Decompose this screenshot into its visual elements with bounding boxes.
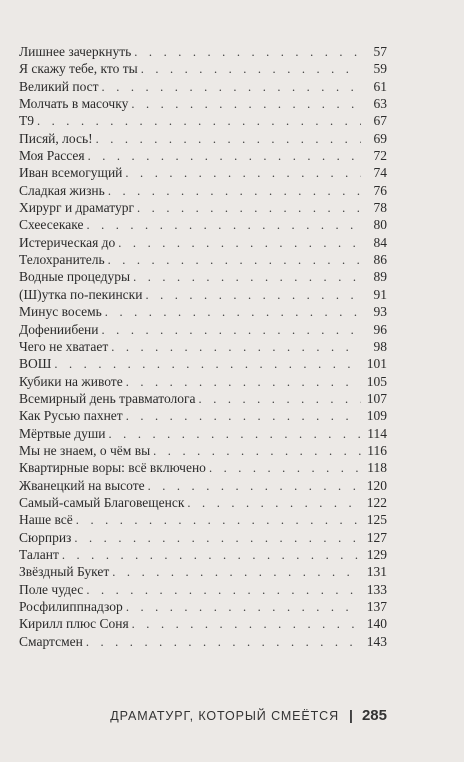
- toc-entry: [19, 43, 387, 60]
- toc-dot-leader: [131, 96, 361, 113]
- toc-entry-page: 107: [366, 390, 387, 406]
- toc-entry: [19, 633, 387, 650]
- toc-entry-page: 76: [373, 182, 387, 198]
- toc-entry-title: Т9: [19, 113, 34, 129]
- toc-entry-page: 93: [373, 304, 387, 320]
- toc-entry: [19, 182, 387, 199]
- toc-entry-page: 125: [366, 512, 387, 528]
- toc-entry: [19, 234, 387, 251]
- toc-entry: [19, 581, 387, 598]
- toc-entry-page: 114: [367, 425, 387, 441]
- toc-dot-leader: [102, 79, 361, 96]
- toc-entry: [19, 199, 387, 216]
- page-footer: [0, 707, 387, 724]
- toc-entry: [19, 251, 387, 268]
- toc-entry-title: Дофениибени: [19, 321, 99, 337]
- toc-dot-leader: [126, 374, 361, 391]
- toc-entry: [19, 164, 387, 181]
- toc-entry-title: Жванецкий на высоте: [19, 477, 145, 493]
- toc-entry-page: 131: [366, 564, 387, 580]
- table-of-contents: [19, 43, 387, 650]
- toc-dot-leader: [148, 478, 361, 495]
- toc-dot-leader: [209, 460, 361, 477]
- toc-entry-page: 133: [366, 581, 387, 597]
- toc-entry-page: 137: [366, 599, 387, 614]
- toc-entry-page: 122: [366, 494, 387, 510]
- toc-dot-leader: [132, 616, 361, 633]
- running-title: ДРАМАТУРГ, КОТОРЫЙ СМЕЁТСЯ: [110, 709, 340, 723]
- toc-dot-leader: [126, 599, 361, 616]
- toc-entry-title: Я скажу тебе, кто ты: [19, 61, 138, 77]
- toc-entry-title: Талант: [19, 546, 59, 562]
- toc-dot-leader: [54, 356, 361, 373]
- toc-entry: [19, 216, 387, 233]
- toc-entry-title: Моя Рассея: [19, 148, 85, 164]
- toc-entry: [19, 338, 387, 355]
- toc-entry-page: 143: [366, 633, 387, 649]
- toc-entry-page: 105: [366, 373, 387, 389]
- toc-entry-title: ВОШ: [19, 356, 52, 372]
- toc-entry-page: 61: [373, 78, 387, 94]
- toc-dot-leader: [145, 287, 361, 304]
- toc-entry-page: 98: [373, 338, 387, 354]
- toc-entry-title: Схеесекаке: [19, 217, 84, 233]
- toc-entry-title: Наше всё: [19, 512, 73, 528]
- toc-entry-title: Истерическая до: [19, 234, 116, 250]
- toc-entry: [19, 112, 387, 129]
- toc-dot-leader: [86, 217, 361, 234]
- toc-entry-title: Кирилл плюс Соня: [19, 616, 129, 632]
- toc-entry: [19, 407, 387, 424]
- toc-entry-title: (Ш)утка по-пекински: [19, 286, 143, 302]
- toc-entry-page: 109: [366, 408, 387, 424]
- toc-dot-leader: [153, 443, 361, 460]
- toc-dot-leader: [62, 547, 361, 564]
- toc-dot-leader: [109, 426, 361, 443]
- toc-entry-page: 91: [373, 286, 387, 302]
- toc-entry-page: 78: [373, 200, 387, 216]
- toc-entry: [19, 303, 387, 320]
- toc-entry-page: 118: [367, 460, 387, 476]
- toc-dot-leader: [102, 322, 361, 339]
- toc-entry-title: Лишнее зачеркнуть: [19, 44, 132, 59]
- toc-entry-title: Сладкая жизнь: [19, 182, 105, 198]
- toc-entry: [19, 511, 387, 528]
- toc-entry: [19, 442, 387, 459]
- toc-entry-title: Самый-самый Благовещенск: [19, 494, 185, 510]
- toc-entry-page: 116: [367, 442, 387, 458]
- toc-entry-title: Смартсмен: [19, 633, 83, 649]
- toc-entry-page: 120: [366, 477, 387, 493]
- toc-entry-title: Иван всемогущий: [19, 165, 123, 181]
- toc-entry-page: 84: [373, 234, 387, 250]
- toc-dot-leader: [187, 495, 361, 512]
- toc-entry: [19, 529, 387, 546]
- toc-entry-page: 69: [373, 130, 387, 146]
- toc-entry-page: 129: [366, 546, 387, 562]
- toc-dot-leader: [118, 235, 361, 252]
- toc-entry: [19, 425, 387, 442]
- toc-entry: [19, 130, 387, 147]
- toc-dot-leader: [108, 252, 361, 269]
- toc-entry: [19, 494, 387, 511]
- toc-dot-leader: [74, 530, 361, 547]
- toc-entry-page: 80: [373, 217, 387, 233]
- toc-dot-leader: [37, 113, 361, 130]
- toc-entry-title: Молчать в масочку: [19, 96, 129, 112]
- toc-dot-leader: [141, 61, 361, 78]
- toc-entry-page: 72: [373, 148, 387, 164]
- toc-dot-leader: [112, 564, 361, 581]
- toc-entry: [19, 459, 387, 476]
- footer-separator: |: [349, 707, 353, 723]
- toc-entry: [19, 268, 387, 285]
- toc-dot-leader: [108, 183, 361, 200]
- toc-entry: [19, 598, 387, 615]
- toc-entry-page: 127: [366, 529, 387, 545]
- toc-dot-leader: [199, 391, 361, 408]
- toc-entry: [19, 563, 387, 580]
- toc-dot-leader: [96, 131, 361, 148]
- toc-dot-leader: [76, 512, 361, 529]
- toc-dot-leader: [125, 165, 361, 182]
- toc-entry-title: Водные процедуры: [19, 269, 131, 285]
- toc-entry: [19, 390, 387, 407]
- toc-entry-title: Минус восемь: [19, 304, 102, 320]
- toc-entry-page: 59: [373, 61, 387, 77]
- toc-dot-leader: [134, 44, 361, 61]
- toc-entry-title: Хирург и драматург: [19, 200, 135, 216]
- toc-entry-page: 67: [373, 113, 387, 129]
- toc-entry: [19, 477, 387, 494]
- toc-dot-leader: [126, 408, 361, 425]
- toc-entry-title: Мёртвые души: [19, 425, 106, 441]
- toc-entry: [19, 615, 387, 632]
- toc-entry-page: 96: [373, 321, 387, 337]
- toc-entry-page: 89: [373, 269, 387, 285]
- page-number: 285: [361, 707, 387, 724]
- toc-entry-title: Сюрприз: [19, 529, 72, 545]
- toc-dot-leader: [86, 634, 361, 651]
- toc-entry: [19, 286, 387, 303]
- toc-entry-title: Квартирные воры: всё включено: [19, 460, 206, 476]
- toc-entry-page: 63: [373, 96, 387, 112]
- toc-entry-title: Писяй, лось!: [19, 130, 93, 146]
- toc-dot-leader: [137, 200, 361, 217]
- toc-dot-leader: [133, 269, 361, 286]
- toc-entry: [19, 355, 387, 372]
- toc-entry: [19, 147, 387, 164]
- toc-entry-title: Мы не знаем, о чём вы: [19, 442, 151, 458]
- toc-entry-title: Чего не хватает: [19, 338, 109, 354]
- toc-entry-title: Телохранитель: [19, 252, 105, 268]
- toc-dot-leader: [86, 582, 361, 599]
- toc-entry-page: 86: [373, 252, 387, 268]
- toc-entry-page: 101: [366, 356, 387, 372]
- toc-entry-title: Звёздный Букет: [19, 564, 110, 580]
- toc-entry-title: Поле чудес: [19, 581, 84, 597]
- toc-dot-leader: [111, 339, 361, 356]
- toc-dot-leader: [88, 148, 361, 165]
- toc-entry-page: 57: [373, 44, 387, 59]
- toc-entry: [19, 60, 387, 77]
- toc-entry: [19, 95, 387, 112]
- toc-entry-title: Великий пост: [19, 78, 99, 94]
- toc-entry: [19, 321, 387, 338]
- toc-entry-title: Кубики на животе: [19, 373, 123, 389]
- toc-dot-leader: [105, 304, 361, 321]
- toc-entry-title: Как Русью пахнет: [19, 408, 123, 424]
- toc-entry: [19, 546, 387, 563]
- toc-entry: [19, 373, 387, 390]
- toc-entry-title: Всемирный день травматолога: [19, 390, 196, 406]
- toc-entry-page: 74: [373, 165, 387, 181]
- toc-entry-title: Росфилиппнадзор: [19, 599, 123, 614]
- toc-entry-page: 140: [366, 616, 387, 632]
- toc-entry: [19, 78, 387, 95]
